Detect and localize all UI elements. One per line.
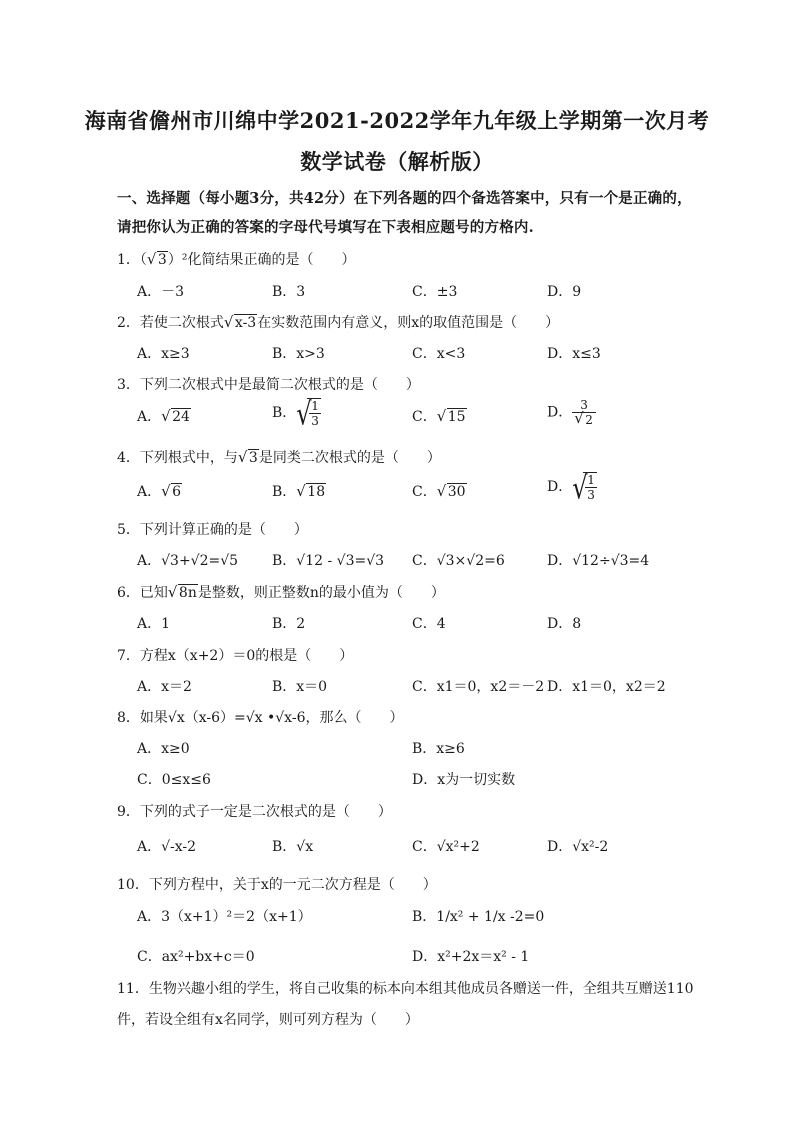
q10-option-a: A．3（x+1）²＝2（x+1） [137,909,312,925]
question-2: 2．若使二次根式√ x-3在实数范围内有意义，则x的取值范围是（ ） [117,312,559,332]
q6-option-c: C．4 [412,616,446,632]
q8-option-a: A．x≥0 [137,741,190,757]
q7-option-d: D．x1＝0，x2＝2 [547,679,666,695]
q8-option-c: C．0≤x≤6 [137,772,211,788]
title-line-2: 数学试卷（解析版） [300,149,494,174]
question-11: 11．生物兴趣小组的学生，将自己收集的标本向本组其他成员各赠送一件，全组共互赠送110 [117,981,694,997]
q5-option-a: A．√3+√2=√5 [137,553,239,569]
q10-option-c: C．ax²+bx+c＝0 [137,949,255,965]
q3-option-a: A．√ 24 [137,406,191,426]
q7-option-c: C．x1＝0，x2＝－2 [412,679,545,695]
q10-option-b: B．1/x² + 1/x -2=0 [412,909,545,925]
question-10: 10．下列方程中，关于x的一元二次方程是（ ） [117,877,437,893]
q6-option-a: A．1 [137,616,171,632]
q1-option-c: C．±3 [412,284,458,300]
radical: √ 8n [169,585,198,601]
q9-option-d: D．√x²-2 [547,839,609,855]
section-heading-line-1: 一、选择题（每小题3分，共42分）在下列各题的四个备选答案中，只有一个是正确的， [117,190,692,207]
q9-option-c: C．√x²+2 [412,839,480,855]
q3-option-c: C．√ 15 [412,406,467,426]
q2-option-b: B．x>3 [272,346,325,362]
question-11-line-2: 件，若设全组有x名同学，则可列方程为（ ） [117,1012,419,1028]
q4-option-b: B．√ 18 [272,481,326,501]
q2-option-a: A．x≥3 [137,346,190,362]
radical: √ 3 [148,252,168,268]
q1-option-d: D．9 [547,284,582,300]
q2-option-c: C．x<3 [412,346,466,362]
q8-option-b: B．x≥6 [412,741,465,757]
question-4: 4．下列根式中，与√ 3是同类二次根式的是（ ） [117,447,441,467]
q5-option-d: D．√12÷√3=4 [547,553,650,569]
question-7: 7．方程x（x+2）＝0的根是（ ） [117,648,354,664]
q7-option-b: B．x＝0 [272,679,328,695]
q4-option-d: D． √ $\frac{1}{3}$ [547,472,597,502]
radical: √ x-3 [225,315,257,331]
question-1: 1．（√ 3）²化简结果正确的是（ ） [117,249,355,269]
q5-option-c: C．√3×√2=6 [412,553,505,569]
q9-option-a: A．√-x-2 [137,839,197,855]
q3-option-b: B． √ $\frac{1}{3}$ [272,398,321,428]
q5-option-b: B．√12 - √3=√3 [272,553,385,569]
question-9: 9．下列的式子一定是二次根式的是（ ） [117,804,392,820]
q4-option-a: A．√ 6 [137,481,182,501]
q2-option-d: D．x≤3 [547,346,601,362]
q3-option-d: D． 3 √ 2 [547,398,596,427]
question-8: 8．如果√x（x-6）=√x •√x-6，那么（ ） [117,710,404,726]
radical: √ 3 [239,450,259,466]
question-6: 6．已知√ 8n是整数，则正整数n的最小值为（ ） [117,582,445,602]
question-5: 5．下列计算正确的是（ ） [117,522,308,538]
q10-option-d: D．x²+2x＝x² - 1 [412,949,530,965]
q7-option-a: A．x＝2 [137,679,192,695]
q1-option-a: A．－3 [137,284,185,300]
q6-option-d: D．8 [547,616,582,632]
title-line-1: 海南省儋州市川绵中学2021-2022学年九年级上学期第一次月考 [84,108,710,133]
q6-option-b: B．2 [272,616,306,632]
q4-option-c: C．√ 30 [412,481,467,501]
q8-option-d: D．x为一切实数 [412,772,516,788]
q9-option-b: B．√x [272,839,314,855]
question-3: 3．下列二次根式中是最简二次根式的是（ ） [117,377,420,393]
section-heading-line-2: 请把你认为正确的答案的字母代号填写在下表相应题号的方格内. [117,219,534,236]
q1-option-b: B．3 [272,284,306,300]
